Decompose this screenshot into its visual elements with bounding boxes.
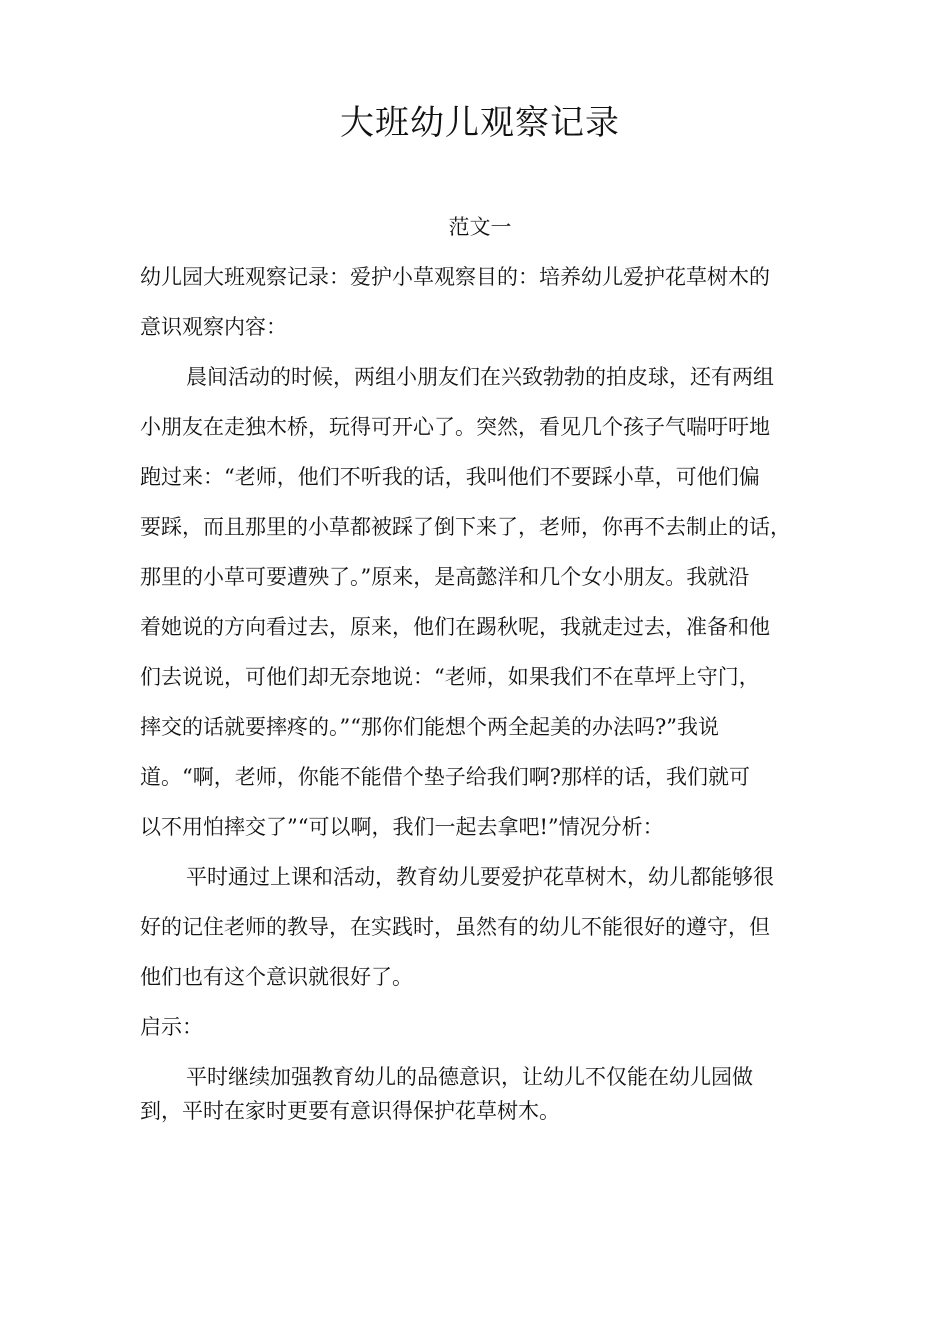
- text-line: 平时继续加强教育幼儿的品德意识，让幼儿不仅能在幼儿园做: [186, 1065, 753, 1089]
- text-line: 要踩，而且那里的小草都被踩了倒下来了，老师，你再不去制止的话，: [140, 515, 791, 539]
- document-subtitle: 范文一: [448, 215, 512, 239]
- text-line: 到，平时在家时更要有意识得保护花草树木。: [140, 1099, 560, 1123]
- text-line: 幼儿园大班观察记录：爱护小草观察目的：培养幼儿爱护花草树木的: [140, 265, 770, 289]
- text-line: 意识观察内容：: [140, 315, 287, 339]
- text-line: 晨间活动的时候，两组小朋友们在兴致勃勃的拍皮球，还有两组: [186, 365, 774, 389]
- text-line: 他们也有这个意识就很好了。: [140, 965, 413, 989]
- text-line: 那里的小草可要遭殃了。”原来，是高懿洋和几个女小朋友。我就沿: [140, 565, 750, 589]
- text-line: 道。“啊，老师，你能不能借个垫子给我们啊?那样的话，我们就可: [140, 765, 750, 789]
- document-title: 大班幼儿观察记录: [340, 103, 620, 143]
- text-line: 平时通过上课和活动，教育幼儿要爱护花草树木，幼儿都能够很: [186, 865, 774, 889]
- text-line: 跑过来：“老师，他们不听我的话，我叫他们不要踩小草，可他们偏: [140, 465, 760, 489]
- text-line: 摔交的话就要摔疼的。”“那你们能想个两全起美的办法吗?”我说: [140, 715, 719, 739]
- text-line: 小朋友在走独木桥，玩得可开心了。突然，看见几个孩子气喘吁吁地: [140, 415, 770, 439]
- text-line: 们去说说，可他们却无奈地说：“老师，如果我们不在草坪上守门，: [140, 665, 760, 689]
- text-line: 着她说的方向看过去，原来，他们在踢秋呢，我就走过去，准备和他: [140, 615, 770, 639]
- text-line: 好的记住老师的教导，在实践时，虽然有的幼儿不能很好的遵守，但: [140, 915, 770, 939]
- section-heading: 启示：: [140, 1015, 203, 1039]
- text-line: 以不用怕摔交了”“可以啊，我们一起去拿吧!”情况分析：: [140, 815, 664, 839]
